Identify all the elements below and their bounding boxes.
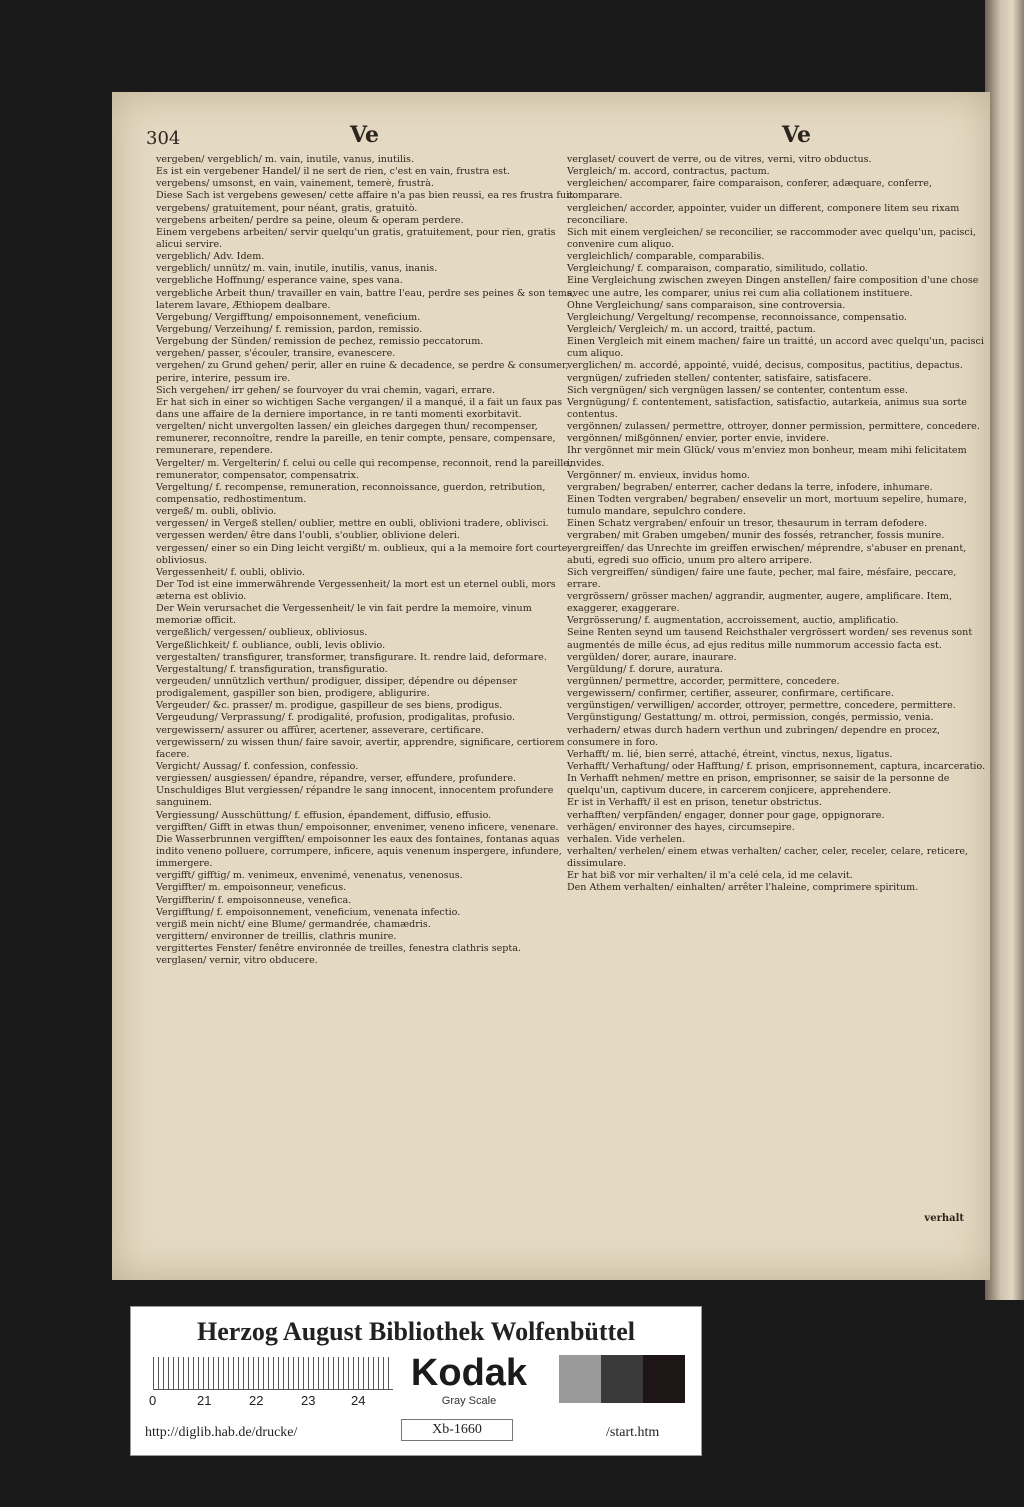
- dictionary-entry: Vergeudung/ Verprassung/ f. prodigalité, profusion, prodigalitas, profusio.: [156, 712, 515, 724]
- dictionary-entry: vergebliche Arbeit thun/ travailler en vain, battre l'eau, perdre ses peines & son tems, laterem lavare, Æthiopem dealbare.: [156, 287, 575, 311]
- shelfmark: Xb-1660: [401, 1419, 513, 1441]
- dictionary-entry: vergehen/ passer, s'écouler, transire, evanescere.: [156, 348, 396, 360]
- dictionary-entry: vergewissern/ assurer ou affûrer, acertener, asseverare, certificare.: [156, 724, 484, 736]
- dictionary-entry: Er hat sich in einer so wichtigen Sache vergangen/ il a manqué, il a fait un faux pas dans une affaire de la derniere importance, in re tanti momenti exorbitavit.: [156, 396, 563, 420]
- dictionary-entry: vergifft/ gifftig/ m. venimeux, envenimé, venenatus, venenosus.: [156, 870, 463, 882]
- dictionary-entry: vergünstigen/ verwilligen/ accorder, ottroyer, permettre, concedere, permittere.: [567, 700, 956, 712]
- dictionary-entry: Verhafft/ m. lié, bien serré, attaché, étreint, vinctus, nexus, ligatus.: [567, 748, 893, 760]
- dictionary-entry: Verhafft/ Verhaftung/ oder Hafftung/ f. prison, emprisonnement, captura, incarceratio.: [567, 761, 986, 773]
- gray-swatch-dark: [601, 1355, 643, 1403]
- dictionary-entry: vergelten/ nicht unvergolten lassen/ ein gleiches dargegen thun/ recompenser, remunerer, reconnoître, rendre la pareille, en tenir compte, pensare, compensare, remunerare, rependere.: [156, 421, 556, 457]
- dictionary-entry: vergeblich/ Adv. Idem.: [156, 251, 265, 263]
- dictionary-entry: vergebliche Hoffnung/ esperance vaine, spes vana.: [156, 275, 403, 287]
- dictionary-entry: Vergessenheit/ f. oubli, oblivio.: [156, 566, 306, 578]
- dictionary-entry: Vergnügung/ f. contentement, satisfaction, satisfactio, autarkeia, animus sua sorte contentus.: [567, 396, 967, 420]
- running-head: [112, 120, 990, 148]
- gray-swatch-black: [643, 1355, 685, 1403]
- dictionary-entry: Die Wasserbrunnen vergifften/ empoisonner les eaux des fontaines, fontanas aquas indito veneno polluere, corrumpere, inficere, aquis venenum inspergere, infundere, immergere.: [156, 833, 562, 870]
- dictionary-entry: vergeblich/ unnütz/ m. vain, inutile, inutilis, vanus, inanis.: [156, 263, 438, 275]
- dictionary-entry: verhafften/ verpfänden/ engager, donner pour gage, oppignorare.: [567, 809, 885, 821]
- ruler-number: 21: [197, 1393, 212, 1408]
- dictionary-entry: Vergelter/ m. Vergelterin/ f. celui ou celle qui recompense, reconnoit, rend la pareille, remunerator, compensator, compensatrix.: [156, 457, 572, 481]
- dictionary-entry: Vergünstigung/ Gestattung/ m. ottroi, permission, congés, permissio, venia.: [567, 712, 934, 724]
- dictionary-entry: Ohne Vergleichung/ sans comparaison, sine controversia.: [567, 299, 846, 311]
- dictionary-entry: Der Tod ist eine immerwährende Vergessenheit/ la mort est un eternel oubli, mors æterna est oblivio.: [156, 578, 556, 603]
- dictionary-entry: verhadern/ etwas durch hadern verthun und zubringen/ dependre en procez, consumere in foro.: [567, 724, 941, 748]
- dictionary-entry: Einen Todten vergraben/ begraben/ ensevelir un mort, mortuum sepelire, humare, tumulo mandare, sepulchro condere.: [567, 493, 967, 518]
- left-column: [156, 154, 576, 967]
- dictionary-entry: Vergiessung/ Ausschüttung/ f. effusion, épandement, diffusio, effusio.: [156, 809, 492, 821]
- page-number: 304: [146, 128, 181, 149]
- dictionary-entry: vergrössern/ grösser machen/ aggrandir, augmenter, augere, amplificare. Item, exaggerer, exaggerare.: [567, 591, 953, 615]
- dictionary-entry: Vergebung/ Verzeihung/ f. remission, pardon, remissio.: [156, 323, 423, 335]
- dictionary-entry: Vergeßlichkeit/ f. oubliance, oubli, levis oblivio.: [156, 639, 386, 651]
- right-running-head: Ve: [782, 122, 812, 148]
- dictionary-entry: vergessen werden/ être dans l'oubli, s'oublier, oblivione deleri.: [156, 530, 461, 542]
- dictionary-entry: vergleichen/ accomparer, faire comparaison, conferer, adæquare, conferre, comparare.: [567, 178, 932, 202]
- dictionary-entry: vergreiffen/ das Unrechte im greiffen erwischen/ méprendre, s'abuser en prenant, abuti, egredi suo officio, unum pro altero arripere.: [567, 542, 967, 566]
- dictionary-entry: Sich vergnügen/ sich vergnügen lassen/ se contenter, contentum esse.: [567, 384, 908, 396]
- dictionary-entry: vergessen/ in Vergeß stellen/ oublier, mettre en oubli, oblivioni tradere, oblivisci.: [156, 518, 549, 530]
- ruler-number: 22: [249, 1393, 264, 1408]
- dictionary-entry: vergittertes Fenster/ fenêtre environnée de treilles, fenestra clathris septa.: [156, 943, 521, 955]
- catchword: verhalt: [924, 1213, 964, 1224]
- dictionary-entry: verhägen/ environner des hayes, circumsepire.: [567, 821, 795, 833]
- dictionary-entry: Vergebung der Sünden/ remission de pechez, remissio peccatorum.: [156, 336, 484, 348]
- dictionary-entry: Vergiffter/ m. empoisonneur, veneficus.: [156, 882, 347, 894]
- book-spine: [985, 0, 1024, 1300]
- dictionary-entry: Einen Vergleich mit einem machen/ faire un traitté, un accord avec quelqu'un, pacisci cum aliquo.: [567, 336, 984, 360]
- dictionary-entry: vergiessen/ ausgiessen/ épandre, répandre, verser, effundere, profundere.: [156, 773, 517, 785]
- dictionary-entry: Den Athem verhalten/ einhalten/ arrêter l'haleine, comprimere spiritum.: [567, 882, 919, 894]
- dictionary-entry: Vergestaltung/ f. transfiguration, transfiguratio.: [156, 663, 388, 675]
- dictionary-entry: vergönnen/ zulassen/ permettre, ottroyer, donner permission, permittere, concedere.: [567, 421, 980, 433]
- dictionary-entry: Vergleich/ m. accord, contractus, pactum.: [567, 166, 770, 178]
- source-url: http://diglib.hab.de/drucke/: [145, 1425, 298, 1440]
- dictionary-entry: vergeß/ m. oubli, oblivio.: [156, 506, 277, 518]
- start-page-path: /start.htm: [606, 1425, 660, 1440]
- dictionary-entry: Sich vergreiffen/ sündigen/ faire une faute, pecher, mal faire, mésfaire, peccare, errare.: [567, 566, 957, 590]
- dictionary-entry: vergifften/ Gifft in etwas thun/ empoisonner, envenimer, veneno inficere, venenare.: [156, 821, 559, 833]
- dictionary-entry: vergönnen/ mißgönnen/ envier, porter envie, invidere.: [567, 433, 830, 445]
- ruler-number: 24: [351, 1393, 366, 1408]
- dictionary-entry: Vergleichung/ f. comparaison, comparatio, similitudo, collatio.: [567, 263, 869, 275]
- dictionary-entry: vergebens arbeiten/ perdre sa peine, oleum & operam perdere.: [156, 214, 464, 226]
- gray-swatch-light: [559, 1355, 601, 1403]
- dictionary-entry: Vergleich/ Vergleich/ m. un accord, traitté, pactum.: [567, 323, 816, 335]
- dictionary-entry: Vergebung/ Vergifftung/ empoisonnement, veneficium.: [156, 311, 421, 323]
- dictionary-entry: Vergiffterin/ f. empoisonneuse, venefica.: [156, 894, 352, 906]
- dictionary-entry: vergebens/ gratuitement, pour néant, gratis, gratuitò.: [156, 202, 418, 214]
- dictionary-entry: Einen Schatz vergraben/ enfouir un tresor, thesaurum in terram defodere.: [567, 518, 928, 530]
- dictionary-entry: Unschuldiges Blut vergiessen/ répandre le sang innocent, innocentem profundere sanguinem.: [156, 785, 554, 809]
- dictionary-entry: Vergicht/ Aussag/ f. confession, confessio.: [156, 761, 359, 773]
- dictionary-entry: Vergönner/ m. envieux, invidus homo.: [567, 469, 750, 481]
- dictionary-entry: vergewissern/ confirmer, certifier, asseurer, confirmare, certificare.: [567, 688, 894, 700]
- dictionary-entry: vergittern/ environner de treillis, clathris munire.: [156, 931, 397, 942]
- dictionary-entry: vergeben/ vergeblich/ m. vain, inutile, vanus, inutilis.: [156, 154, 414, 165]
- color-target-card: [130, 1306, 702, 1456]
- dictionary-entry: vergessen/ einer so ein Ding leicht vergißt/ m. oublieux, qui a la memoire fort courte, obliviosus.: [156, 542, 571, 566]
- dictionary-entry: vergnügen/ zufrieden stellen/ contenter, satisfaire, satisfacere.: [567, 372, 872, 384]
- dictionary-entry: Er hat biß vor mir verhalten/ il m'a celé cela, id me celavit.: [567, 870, 853, 882]
- left-running-head: Ve: [350, 122, 380, 148]
- dictionary-entry: Diese Sach ist vergebens gewesen/ cette affaire n'a pas bien reussi, ea res frustra fuit.: [156, 190, 577, 202]
- dictionary-entry: verhalen. Vide verhelen.: [567, 833, 686, 845]
- dictionary-entry: vergleichen/ accorder, appointer, vuider un different, componere litem seu rixam reconciliare.: [567, 202, 960, 226]
- dictionary-entry: vergiß mein nicht/ eine Blume/ germandrée, chamædris.: [156, 918, 431, 930]
- dictionary-entry: Einem vergebens arbeiten/ servir quelqu'un gratis, gratuitement, pour rien, gratis alicui servire.: [156, 226, 556, 250]
- right-column: [567, 154, 987, 895]
- dictionary-entry: In Verhafft nehmen/ mettre en prison, emprisonner, se saisir de la personne de quelqu'un, captivum ducere, in carcerem conjicere, apprehendere.: [567, 773, 950, 797]
- dictionary-entry: vergebens/ umsonst, en vain, vainement, temerè, frustrà.: [156, 178, 434, 190]
- dictionary-entry: Der Wein verursachet die Vergessenheit/ le vin fait perdre la memoire, vinum memoriæ officit.: [156, 603, 532, 627]
- dictionary-entry: verglichen/ m. accordé, appointé, vuidé, decisus, compositus, pactitius, depactus.: [567, 360, 963, 372]
- dictionary-entry: Sich vergehen/ irr gehen/ se fourvoyer du vrai chemin, vagari, errare.: [156, 384, 496, 396]
- dictionary-entry: verglasen/ vernir, vitro obducere.: [156, 955, 318, 967]
- dictionary-entry: Vergrösserung/ f. augmentation, accroissement, auctio, amplificatio.: [567, 615, 899, 627]
- dictionary-entry: verglaset/ couvert de verre, ou de vitres, verni, vitro obductus.: [567, 154, 872, 165]
- kodak-logo: Kodak: [410, 1352, 528, 1394]
- library-title: Herzog August Bibliothek Wolfenbüttel: [197, 1317, 635, 1346]
- dictionary-entry: Sich mit einem vergleichen/ se reconcilier, se raccommoder avec quelqu'un, pacisci, convenire cum aliquo.: [567, 226, 976, 250]
- ruler-number: 0: [149, 1393, 157, 1408]
- dictionary-page: [112, 92, 990, 1280]
- ruler-numbers: [149, 1393, 399, 1407]
- dictionary-entry: vergewissern/ zu wissen thun/ faire savoir, avertir, apprendre, significare, certiorem facere.: [156, 736, 565, 760]
- ruler-number: 23: [301, 1393, 316, 1408]
- dictionary-entry: Vergifftung/ f. empoisonnement, veneficium, venenata infectio.: [156, 906, 461, 918]
- dictionary-entry: Er ist in Verhafft/ il est en prison, tenetur obstrictus.: [567, 797, 822, 809]
- gray-scale-label: Gray Scale: [441, 1395, 497, 1407]
- dictionary-entry: verhalten/ verhelen/ einem etwas verhalten/ cacher, celer, receler, celare, reticere, dissimulare.: [567, 846, 969, 870]
- dictionary-entry: vergeuden/ unnützlich verthun/ prodiguer, dissiper, dépendre ou dépenser prodigalement, gaspiller son bien, prodigere, abligurire.: [156, 676, 518, 700]
- dictionary-entry: Vergeuder/ &c. prasser/ m. prodigue, gaspilleur de ses biens, prodigus.: [156, 700, 503, 712]
- scale-ruler: [153, 1357, 393, 1390]
- dictionary-entry: vergünnen/ permettre, accorder, permittere, concedere.: [567, 676, 840, 688]
- dictionary-entry: Vergüldung/ f. dorure, auratura.: [567, 663, 723, 675]
- dictionary-entry: vergülden/ dorer, aurare, inaurare.: [567, 651, 737, 663]
- dictionary-entry: vergraben/ mit Graben umgeben/ munir des fossés, retrancher, fossis munire.: [567, 530, 945, 542]
- dictionary-entry: vergeßlich/ vergessen/ oublieux, obliviosus.: [156, 627, 368, 639]
- dictionary-entry: vergraben/ begraben/ enterrer, cacher dedans la terre, infodere, inhumare.: [567, 481, 933, 493]
- dictionary-entry: vergestalten/ transfigurer, transformer, transfigurare. It. rendre laid, deformare.: [156, 651, 547, 663]
- dictionary-entry: Ihr vergönnet mir mein Glück/ vous m'enviez mon bonheur, meam mihi felicitatem invides.: [567, 445, 967, 469]
- dictionary-entry: Vergeltung/ f. recompense, remuneration, reconnoissance, guerdon, retribution, compensatio, redhostimentum.: [156, 481, 546, 505]
- dictionary-entry: Eine Vergleichung zwischen zweyen Dingen anstellen/ faire composition d'une chose avec une autre, les comparer, unius rei cum alia collationem instituere.: [567, 275, 979, 299]
- dictionary-entry: Seine Renten seynd um tausend Reichsthaler vergrössert worden/ ses revenus sont augmentés de mille écus, ad ejus reditus mille nummorum accessio facta est.: [567, 627, 973, 651]
- dictionary-entry: vergehen/ zu Grund gehen/ perir, aller en ruine & decadence, se perdre & consumer, perire, interire, pessum ire.: [156, 360, 569, 384]
- dictionary-entry: Es ist ein vergebener Handel/ il ne sert de rien, c'est en vain, frustra est.: [156, 166, 510, 178]
- dictionary-entry: vergleichlich/ comparable, comparabilis.: [567, 251, 765, 263]
- dictionary-entry: Vergleichung/ Vergeltung/ recompense, reconnoissance, compensatio.: [567, 311, 907, 323]
